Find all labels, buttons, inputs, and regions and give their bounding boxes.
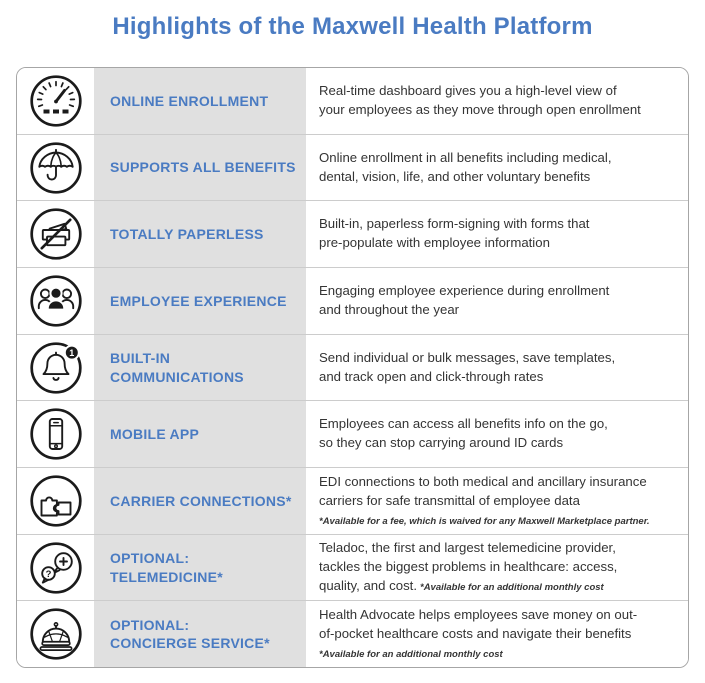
table-row xyxy=(17,68,688,134)
footnote: *Available for a fee, which is waived for any Maxwell Marketplace partner. xyxy=(319,515,650,527)
description-line xyxy=(319,558,684,577)
table-row xyxy=(17,267,688,334)
description-line xyxy=(319,473,684,492)
icon-cell xyxy=(17,201,94,267)
highlights-table xyxy=(16,67,689,668)
description-line xyxy=(319,606,684,625)
description-text: and throughout the year xyxy=(319,301,460,317)
page-title: Highlights of the Maxwell Health Platform xyxy=(112,13,593,40)
description-text: Health Advocate helps employees save money on out- xyxy=(319,607,638,623)
description-line xyxy=(319,101,684,120)
icon-cell xyxy=(17,535,94,601)
description-text: Employees can access all benefits info on the go, xyxy=(319,416,608,432)
feature-description xyxy=(306,201,688,267)
table-row xyxy=(17,200,688,267)
feature-label-text: BUILT-IN xyxy=(110,350,171,367)
feature-label xyxy=(94,135,306,201)
description-text: carriers for safe transmittal of employee data xyxy=(319,492,580,508)
table-row xyxy=(17,467,688,534)
description-line xyxy=(319,492,684,511)
feature-label xyxy=(94,201,306,267)
description-line xyxy=(319,577,684,596)
description-text: pre-populate with employee information xyxy=(319,235,550,251)
description-line xyxy=(319,349,684,368)
notification-bell-icon xyxy=(28,340,84,396)
icon-cell xyxy=(17,68,94,134)
feature-label-text: TELEMEDICINE* xyxy=(110,568,223,585)
description-text: EDI connections to both medical and ancillary insurance xyxy=(319,474,647,490)
description-text: Online enrollment in all benefits including medical, xyxy=(319,149,612,165)
footnote: *Available for an additional monthly cost xyxy=(420,581,604,593)
description-text: Engaging employee experience during enrollment xyxy=(319,283,610,299)
description-text: quality, and cost. xyxy=(319,577,417,593)
mobile-phone-icon xyxy=(28,406,84,462)
svg-text:?: ? xyxy=(45,568,51,580)
feature-description xyxy=(306,468,688,534)
description-text: your employees as they move through open enrollment xyxy=(319,101,641,117)
description-text: of-pocket healthcare costs and navigate their benefits xyxy=(319,626,632,642)
description-line xyxy=(319,625,684,644)
description-line xyxy=(319,415,684,434)
feature-label-text: MOBILE APP xyxy=(110,426,200,443)
feature-label-text: CARRIER CONNECTIONS* xyxy=(110,492,292,509)
feature-label-text: CONCIERGE SERVICE* xyxy=(110,635,270,652)
description-text: Real-time dashboard gives you a high-level view of xyxy=(319,83,617,99)
feature-label-text: SUPPORTS ALL BENEFITS xyxy=(110,159,296,176)
feature-description xyxy=(306,335,688,401)
footnote: *Available for an additional monthly cost xyxy=(319,648,503,660)
feature-label xyxy=(94,401,306,467)
description-line xyxy=(319,234,684,253)
description-line xyxy=(319,282,684,301)
description-text: so they can stop carrying around ID cards xyxy=(319,435,564,451)
feature-label-text: OPTIONAL: xyxy=(110,550,190,567)
feature-description xyxy=(306,601,688,667)
feature-label xyxy=(94,468,306,534)
badge-count: 1 xyxy=(68,347,74,358)
feature-label xyxy=(94,601,306,667)
table-row xyxy=(17,600,688,667)
people-group-icon xyxy=(28,273,84,329)
feature-label-text: TOTALLY PAPERLESS xyxy=(110,226,264,243)
description-line xyxy=(319,301,684,320)
description-line xyxy=(319,82,684,101)
table-row xyxy=(17,534,688,601)
puzzle-icon xyxy=(28,473,84,529)
description-line xyxy=(319,149,684,168)
feature-description xyxy=(306,535,688,601)
icon-cell xyxy=(17,601,94,667)
description-text: dental, vision, life, and other voluntary benefits xyxy=(319,168,591,184)
feature-description xyxy=(306,268,688,334)
feature-label xyxy=(94,535,306,601)
description-line xyxy=(319,215,684,234)
concierge-bell-icon xyxy=(28,606,84,662)
feature-label-text: ONLINE ENROLLMENT xyxy=(110,92,269,109)
no-printer-icon xyxy=(28,206,84,262)
feature-label-text: OPTIONAL: xyxy=(110,617,190,634)
description-text: Built-in, paperless form-signing with forms that xyxy=(319,216,590,232)
feature-label xyxy=(94,335,306,401)
feature-label xyxy=(94,68,306,134)
icon-cell xyxy=(17,468,94,534)
description-line xyxy=(319,434,684,453)
icon-cell xyxy=(17,135,94,201)
description-text: tackles the biggest problems in healthcare: access, xyxy=(319,559,618,575)
icon-cell xyxy=(17,335,94,401)
description-line xyxy=(319,368,684,387)
feature-description xyxy=(306,401,688,467)
description-text: Teladoc, the first and largest telemedicine provider, xyxy=(319,540,616,556)
description-text: and track open and click-through rates xyxy=(319,368,544,384)
table-row xyxy=(17,334,688,401)
chat-bubbles-icon xyxy=(28,540,84,596)
description-text: Send individual or bulk messages, save templates, xyxy=(319,349,616,365)
table-row xyxy=(17,134,688,201)
icon-cell xyxy=(17,401,94,467)
feature-label xyxy=(94,268,306,334)
umbrella-icon xyxy=(28,140,84,196)
feature-label-text: EMPLOYEE EXPERIENCE xyxy=(110,292,287,309)
description-line xyxy=(319,539,684,558)
feature-description xyxy=(306,135,688,201)
table-row xyxy=(17,400,688,467)
speedometer-icon xyxy=(28,73,84,129)
feature-description xyxy=(306,68,688,134)
feature-label-text: COMMUNICATIONS xyxy=(110,368,244,385)
icon-cell xyxy=(17,268,94,334)
description-line xyxy=(319,168,684,187)
